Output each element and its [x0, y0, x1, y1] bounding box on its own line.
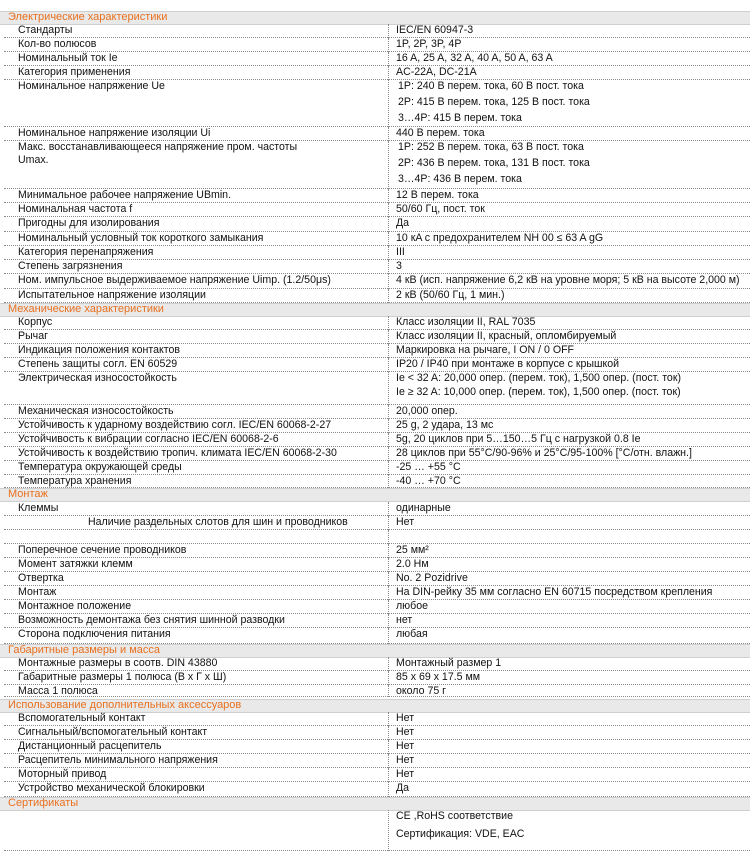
spec-value-line: -40 … +70 °C — [396, 475, 461, 487]
spec-value-line: 16 A, 25 A, 32 A, 40 A, 50 A, 63 A — [396, 52, 553, 64]
spec-value-line: 1P: 240 В перем. тока, 60 В пост. тока — [398, 80, 584, 92]
spec-row — [0, 260, 750, 274]
column-divider — [388, 433, 389, 447]
spec-value — [396, 614, 750, 628]
column-divider — [388, 600, 389, 614]
spec-value — [396, 461, 750, 475]
spec-value — [396, 232, 750, 246]
spec-row — [0, 330, 750, 344]
section-title: Габаритные размеры и масса — [8, 644, 160, 656]
spec-label: Сигнальный/вспомогательный контакт — [18, 726, 208, 738]
spec-row — [0, 810, 750, 851]
column-divider — [388, 768, 389, 782]
column-divider — [388, 544, 389, 558]
spec-value — [396, 189, 750, 203]
column-divider — [388, 372, 389, 405]
spec-value — [396, 516, 750, 530]
spec-label: Кол-во полюсов — [18, 38, 97, 50]
column-divider — [388, 141, 389, 189]
spec-row — [0, 66, 750, 80]
spec-value — [396, 657, 750, 671]
column-divider — [388, 127, 389, 141]
spec-label: Температура окружающей среды — [18, 461, 182, 473]
spec-row — [0, 419, 750, 433]
spec-row — [0, 127, 750, 141]
spec-label: Масса 1 полюса — [18, 685, 98, 697]
column-divider — [388, 358, 389, 372]
spec-label: Вспомогательный контакт — [18, 712, 146, 724]
column-divider — [388, 217, 389, 232]
spec-value — [396, 502, 750, 516]
column-divider — [388, 502, 389, 516]
column-divider — [388, 810, 389, 851]
spec-value — [396, 530, 750, 544]
column-divider — [388, 289, 389, 303]
spec-value-line: 3…4P: 436 В перем. тока — [398, 173, 522, 185]
spec-row — [0, 372, 750, 405]
spec-value — [396, 586, 750, 600]
spec-value-line: 4 кВ (исп. напряжение 6,2 кВ на уровне моря; 5 кВ на высоте 2,000 м) — [396, 274, 740, 286]
spec-label: Клеммы — [18, 502, 59, 514]
spec-value-line: Нет — [396, 768, 415, 780]
section-title: Сертификаты — [8, 797, 79, 809]
spec-row — [0, 586, 750, 600]
spec-value-line: Ie ≥ 32 A: 10,000 опер. (перем. ток), 1,500 опер. (пост. ток) — [396, 386, 681, 398]
spec-label: Категория перенапряжения — [18, 246, 154, 258]
spec-label: Отвертка — [18, 572, 64, 584]
spec-value — [396, 24, 750, 38]
spec-label: Температура хранения — [18, 475, 132, 487]
column-divider — [388, 344, 389, 358]
spec-value-line: 2.0 Нм — [396, 558, 429, 570]
spec-label: Корпус — [18, 316, 53, 328]
spec-row — [0, 38, 750, 52]
spec-value-line: 3 — [396, 260, 402, 272]
spec-value-line: нет — [396, 614, 413, 626]
spec-label: Монтаж — [18, 586, 57, 598]
spec-value — [396, 38, 750, 52]
spec-label: Номинальное напряжение Ue — [18, 80, 165, 92]
spec-value — [396, 316, 750, 330]
spec-value — [396, 558, 750, 572]
spec-value-line: Нет — [396, 516, 415, 528]
spec-value-line: около 75 г — [396, 685, 447, 697]
column-divider — [388, 572, 389, 586]
spec-row — [0, 461, 750, 475]
section-title: Монтаж — [8, 488, 48, 500]
spec-label: Сторона подключения питания — [18, 628, 171, 640]
spec-value-line: Класс изоляции II, красный, опломбируемый — [396, 330, 617, 342]
spec-value-line: 50/60 Гц, пост. ток — [396, 203, 485, 215]
spec-label: Устойчивость к воздействию тропич. климата IEC/EN 60068-2-30 — [18, 447, 337, 459]
spec-row — [0, 628, 750, 644]
column-divider — [388, 657, 389, 671]
spec-label: Стандарты — [18, 24, 73, 36]
column-divider — [388, 586, 389, 600]
section-header — [0, 644, 750, 658]
spec-value — [396, 768, 750, 782]
section-header — [0, 488, 750, 502]
column-divider — [388, 405, 389, 419]
column-divider — [388, 66, 389, 80]
section-title: Использование дополнительных аксессуаров — [8, 699, 242, 711]
spec-label: Рычаг — [18, 330, 48, 342]
spec-row — [0, 289, 750, 303]
spec-value-line: No. 2 Pozidrive — [396, 572, 468, 584]
spec-row — [0, 768, 750, 782]
spec-value — [396, 782, 750, 796]
spec-label: Механическая износостойкость — [18, 405, 174, 417]
spec-value-line — [396, 530, 750, 544]
spec-value — [396, 344, 750, 358]
spec-value-line: 25 g, 2 удара, 13 мс — [396, 419, 494, 431]
spec-value-line: 5g, 20 циклов при 5…150…5 Гц с нагрузкой 0.8 Ie — [396, 433, 641, 445]
column-divider — [388, 685, 389, 697]
spec-label: Номинальное напряжение изоляции Ui — [18, 127, 211, 139]
spec-label: Минимальное рабочее напряжение UBmin. — [18, 189, 232, 201]
column-divider — [388, 726, 389, 740]
column-divider — [388, 260, 389, 274]
spec-label: Поперечное сечение проводников — [18, 544, 187, 556]
column-divider — [388, 475, 389, 488]
spec-label: Макс. восстанавливающееся напряжение пром. частоты Umax. — [18, 141, 298, 166]
section-header — [0, 11, 750, 25]
spec-value — [396, 372, 750, 400]
spec-label: Пригодны для изолирования — [18, 217, 160, 229]
spec-value-line: Нет — [396, 712, 415, 724]
spec-label: Испытательное напряжение изоляции — [18, 289, 206, 301]
spec-label: Возможность демонтажа без снятия шинной разводки — [18, 614, 285, 626]
spec-value — [396, 447, 750, 461]
spec-value — [396, 289, 750, 303]
spec-value — [396, 740, 750, 754]
spec-row — [0, 433, 750, 447]
spec-row — [0, 189, 750, 203]
column-divider — [388, 189, 389, 203]
spec-label: Дистанционный расцепитель — [18, 740, 162, 752]
spec-value-line: Ie < 32 A: 20,000 опер. (перем. ток), 1,500 опер. (пост. ток) — [396, 372, 681, 384]
spec-value-line: Нет — [396, 726, 415, 738]
spec-row — [0, 80, 750, 127]
column-divider — [388, 461, 389, 475]
section-header — [0, 303, 750, 317]
spec-row — [0, 614, 750, 628]
spec-value — [396, 127, 750, 141]
spec-value — [396, 685, 750, 699]
spec-row — [0, 600, 750, 614]
column-divider — [388, 274, 389, 289]
spec-value-line: -25 … +55 °C — [396, 461, 461, 473]
spec-value-line: Нет — [396, 740, 415, 752]
spec-value-line: Класс изоляции II, RAL 7035 — [396, 316, 536, 328]
column-divider — [388, 419, 389, 433]
spec-label: Монтажное положение — [18, 600, 132, 612]
spec-value — [396, 52, 750, 66]
spec-row — [0, 232, 750, 246]
spec-row — [0, 274, 750, 289]
spec-value-line: Сертификация: VDE, EAC — [396, 828, 525, 840]
spec-value-line: Нет — [396, 754, 415, 766]
spec-value-line: IEC/EN 60947-3 — [396, 24, 474, 36]
spec-value-line: 85 x 69 x 17.5 мм — [396, 671, 481, 683]
spec-row — [0, 754, 750, 768]
section-header — [0, 797, 750, 811]
spec-value — [396, 358, 750, 372]
spec-value-line: 25 мм² — [396, 544, 429, 556]
spec-label: Расцепитель минимального напряжения — [18, 754, 218, 766]
section-title: Электрические характеристики — [8, 11, 168, 23]
spec-value — [396, 600, 750, 614]
spec-value-line: 2 кВ (50/60 Гц, 1 мин.) — [396, 289, 505, 301]
spec-row — [0, 685, 750, 697]
spec-value-line: любая — [396, 628, 428, 640]
spec-value — [396, 712, 750, 726]
spec-value — [396, 141, 750, 187]
spec-row — [0, 217, 750, 232]
column-divider — [388, 330, 389, 344]
spec-value — [396, 726, 750, 740]
spec-label: Наличие раздельных слотов для шин и проводников — [88, 516, 348, 528]
spec-value-line: III — [396, 246, 405, 258]
spec-value — [396, 475, 750, 489]
spec-label: Степень загрязнения — [18, 260, 123, 272]
spec-label: Устройство механической блокировки — [18, 782, 205, 794]
spec-value-line: 3…4P: 415 В перем. тока — [398, 112, 522, 124]
column-divider — [388, 24, 389, 38]
spec-row — [0, 671, 750, 685]
spec-row — [0, 530, 750, 544]
spec-value-line: 12 В перем. тока — [396, 189, 479, 201]
spec-label: Категория применения — [18, 66, 131, 78]
spec-label: Степень защиты согл. EN 60529 — [18, 358, 178, 370]
spec-label: Монтажные размеры в соотв. DIN 43880 — [18, 657, 218, 669]
column-divider — [388, 530, 389, 544]
spec-value-line: 440 В перем. тока — [396, 127, 485, 139]
spec-value-line: IP20 / IP40 при монтаже в корпусе с крышкой — [396, 358, 620, 370]
spec-value-line: AC-22A, DC-21A — [396, 66, 477, 78]
spec-value-line: 2P: 436 В перем. тока, 131 В пост. тока — [398, 157, 590, 169]
spec-row — [0, 657, 750, 671]
column-divider — [388, 246, 389, 260]
column-divider — [388, 754, 389, 768]
spec-value-line: 2P: 415 В перем. тока, 125 В пост. тока — [398, 96, 590, 108]
spec-label: Устойчивость к вибрации согласно IEC/EN 60068-2-6 — [18, 433, 279, 445]
spec-label: Момент затяжки клемм — [18, 558, 133, 570]
spec-value — [396, 217, 750, 231]
spec-row — [0, 52, 750, 66]
spec-value-line: Да — [396, 782, 410, 794]
spec-value — [396, 66, 750, 80]
spec-row — [0, 740, 750, 754]
spec-label: Индикация положения контактов — [18, 344, 181, 356]
spec-value-line: На DIN-рейку 35 мм согласно EN 60715 посредством крепления — [396, 586, 713, 598]
spec-value — [396, 810, 750, 842]
spec-value — [396, 405, 750, 419]
spec-value — [396, 419, 750, 433]
column-divider — [388, 671, 389, 685]
spec-row — [0, 572, 750, 586]
spec-value-line: CE ,RoHS соответствие — [396, 810, 513, 822]
column-divider — [388, 628, 389, 644]
spec-value — [396, 80, 750, 126]
spec-value — [396, 330, 750, 344]
column-divider — [388, 558, 389, 572]
spec-row — [0, 344, 750, 358]
spec-value-line: Да — [396, 217, 410, 229]
column-divider — [388, 614, 389, 628]
spec-value — [396, 433, 750, 447]
spec-value — [396, 274, 750, 288]
spec-value — [396, 628, 750, 642]
column-divider — [388, 80, 389, 127]
spec-label: Моторный привод — [18, 768, 107, 780]
spec-value-line: 1P, 2P, 3P, 4P — [396, 38, 462, 50]
spec-row — [0, 726, 750, 740]
spec-value-line: Монтажный размер 1 — [396, 657, 502, 669]
column-divider — [388, 447, 389, 461]
section-title: Механические характеристики — [8, 303, 164, 315]
spec-value — [396, 246, 750, 260]
spec-row — [0, 502, 750, 516]
column-divider — [388, 52, 389, 66]
spec-value — [396, 260, 750, 274]
spec-value-line: одинарные — [396, 502, 451, 514]
spec-row — [0, 782, 750, 797]
spec-row — [0, 203, 750, 217]
spec-label: Устойчивость к ударному воздействию согл. IEC/EN 60068-2-27 — [18, 419, 332, 431]
spec-row — [0, 516, 750, 530]
spec-label: Ном. импульсное выдерживаемое напряжение Uimp. (1.2/50μs) — [18, 274, 331, 286]
spec-value-line: 10 кA с предохранителем NH 00 ≤ 63 A gG — [396, 232, 604, 244]
spec-row — [0, 141, 750, 189]
column-divider — [388, 38, 389, 52]
spec-value-line: 28 циклов при 55°C/90-96% и 25°C/95-100% [°C/отн. влажн.] — [396, 447, 692, 459]
spec-row — [0, 558, 750, 572]
column-divider — [388, 203, 389, 217]
spec-value — [396, 572, 750, 586]
section-header — [0, 699, 750, 713]
spec-label: Электрическая износостойкость — [18, 372, 177, 384]
column-divider — [388, 712, 389, 726]
spec-value-line: 20,000 опер. — [396, 405, 458, 417]
spec-value — [396, 203, 750, 217]
spec-row — [0, 358, 750, 372]
spec-row — [0, 246, 750, 260]
spec-value — [396, 754, 750, 768]
spec-label: Номинальная частота f — [18, 203, 133, 215]
spec-row — [0, 405, 750, 419]
spec-row — [0, 712, 750, 726]
spec-row — [0, 316, 750, 330]
spec-value — [396, 544, 750, 558]
spec-value-line: Маркировка на рычаге, I ON / 0 OFF — [396, 344, 575, 356]
spec-value — [396, 671, 750, 685]
spec-label: Габаритные размеры 1 полюса (В х Г х Ш) — [18, 671, 227, 683]
spec-label: Номинальный условный ток короткого замыкания — [18, 232, 264, 244]
spec-row — [0, 475, 750, 488]
column-divider — [388, 782, 389, 797]
spec-row — [0, 544, 750, 558]
spec-value-line: 1P: 252 В перем. тока, 63 В пост. тока — [398, 141, 584, 153]
spec-row — [0, 447, 750, 461]
column-divider — [388, 316, 389, 330]
spec-value-line: любое — [396, 600, 428, 612]
spec-label: Номинальный ток Ie — [18, 52, 118, 64]
column-divider — [388, 232, 389, 246]
column-divider — [388, 740, 389, 754]
spec-row — [0, 24, 750, 38]
